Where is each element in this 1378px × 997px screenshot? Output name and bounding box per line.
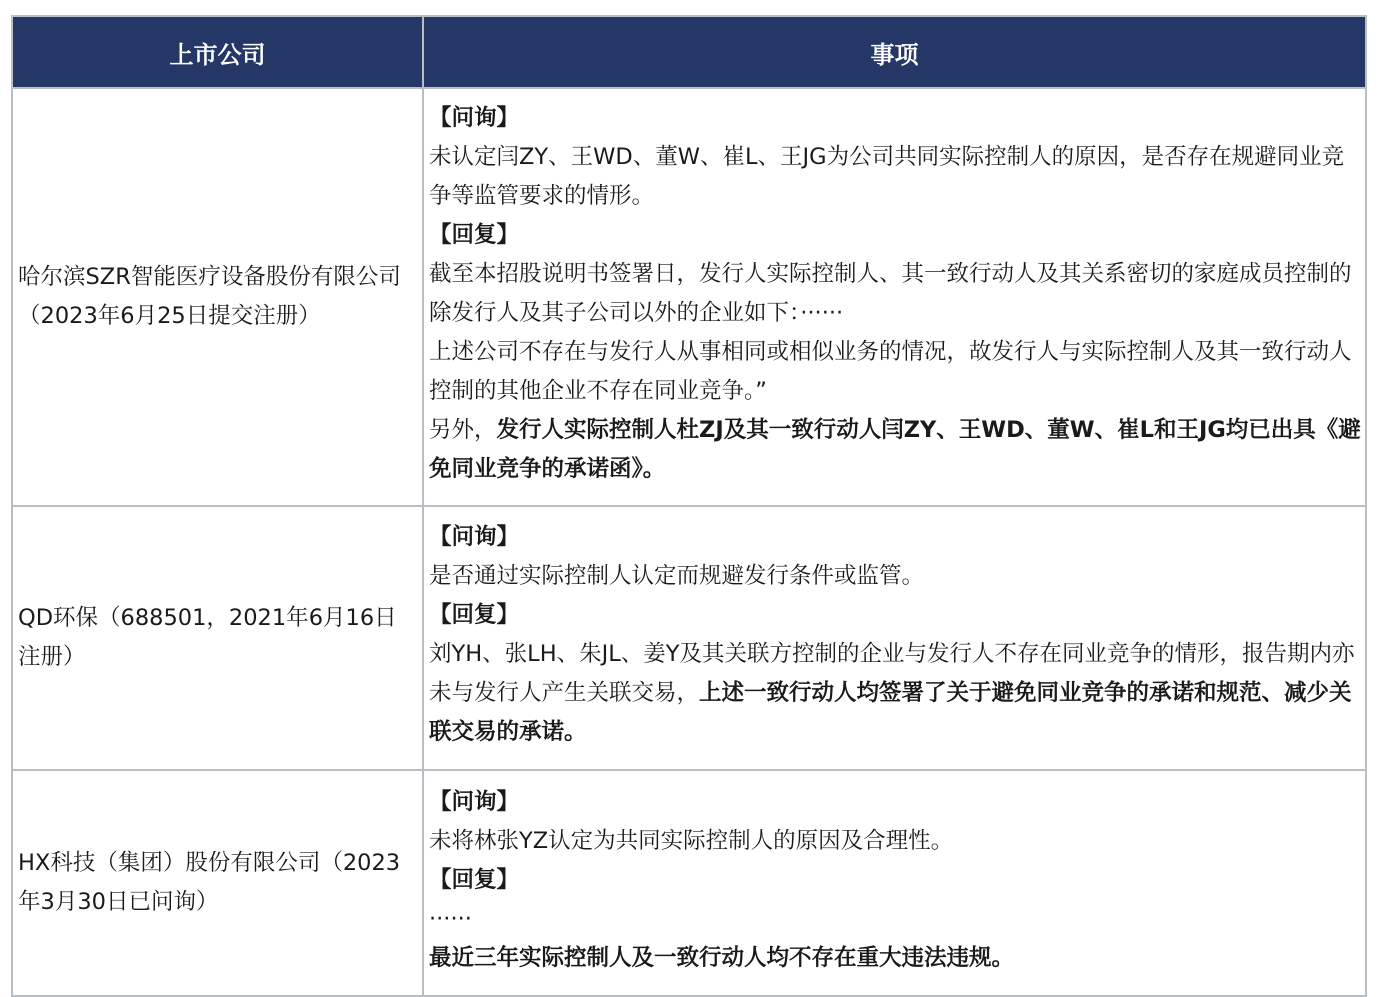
inquiry-text: 是否通过实际控制人认定而规避发行条件或监管。 [429, 563, 925, 589]
reply-suffix: 。 [564, 719, 587, 745]
reply-bold-text: 最近三年实际控制人及一致行动人均不存在重大违法违规。 [429, 944, 1015, 971]
inquiry-text: 未认定闫ZY、王WD、董W、崔L、王JG为公司共同实际控制人的原因，是否存在规避同业竞争等监管要求的情形。 [429, 144, 1345, 209]
company-cell: QD环保（688501，2021年6月16日注册） [12, 506, 423, 770]
reply-paragraph: 上述公司不存在与发行人从事相同或相似业务的情况，故发行人与实际控制人及其一致行动人控制的其他企业不存在同业竞争。” [429, 339, 1352, 404]
disclosure-table [11, 15, 1367, 997]
inquiry-label: 【问询】 [429, 105, 520, 131]
table-header-row [12, 16, 1366, 88]
inquiry-label: 【问询】 [429, 788, 520, 815]
inquiry-label: 【问询】 [429, 524, 520, 550]
reply-paragraph: 截至本招股说明书签署日，发行人实际控制人、其一致行动人及其关系密切的家庭成员控制的除发行人及其子公司以外的企业如下：······ [429, 261, 1352, 326]
reply-label: 【回复】 [429, 602, 520, 628]
reply-label: 【回复】 [429, 866, 520, 893]
reply-paragraph [429, 635, 1361, 752]
table-row [12, 88, 1366, 506]
matter-cell [423, 88, 1366, 506]
header-matter: 事项 [423, 16, 1366, 88]
reply-bold-text: 发行人实际控制人杜ZJ及其一致行动人闫ZY、王WD、董W、崔L和王JG均已出具《避免同业竞争的承诺函》 [429, 417, 1361, 482]
header-company: 上市公司 [12, 16, 423, 88]
company-cell: 哈尔滨SZR智能医疗设备股份有限公司（2023年6月25日提交注册） [12, 88, 423, 506]
reply-suffix: 。 [642, 456, 666, 482]
reply-text: 刘YH、张LH、朱JL、姜Y及其关联方控制的企业与发行人不存在同业竞争的情形，报告期内亦未与发行人产生关联交易， [429, 641, 1355, 706]
matter-cell [423, 506, 1366, 770]
reply-bold-text: 上述一致行动人均签署了关于避免同业竞争的承诺和规范、减少关联交易的承诺 [429, 680, 1352, 745]
reply-text: 另外， [429, 417, 497, 443]
reply-label: 【回复】 [429, 222, 520, 248]
reply-ellipsis: ······ [429, 905, 472, 932]
inquiry-text: 未将林张YZ认定为共同实际控制人的原因及合理性。 [429, 827, 954, 854]
company-cell: HX科技（集团）股份有限公司（2023年3月30日已问询） [12, 770, 423, 996]
table-row [12, 506, 1366, 770]
matter-cell [423, 770, 1366, 996]
reply-paragraph [429, 411, 1361, 489]
table-row [12, 770, 1366, 996]
